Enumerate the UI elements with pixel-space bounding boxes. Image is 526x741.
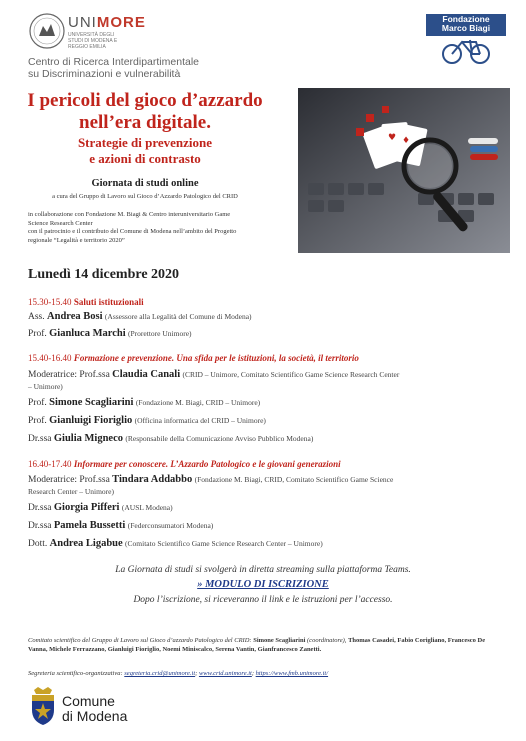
session-2-time: 15.40-16.40	[28, 353, 72, 363]
fmb-line-1: Fondazione	[442, 14, 490, 24]
modena-coat-of-arms-icon	[28, 686, 58, 726]
svg-text:♥: ♥	[388, 133, 397, 143]
event-date: Lunedì 14 dicembre 2020	[28, 267, 180, 282]
moderator-row: Moderatrice: Prof.ssa Tindara Addabbo (Fondazione M. Biagi, CRID, Comitato Scientifico Game Science	[28, 474, 394, 485]
subtitle-line-1: Strategie di prevenzione	[77, 135, 213, 150]
gambling-laptop-image	[298, 88, 510, 253]
unimore-seal-icon	[28, 12, 66, 50]
collab-line-1: in collaborazione con Fondazione M. Biagi & Centro interuniversitario Game	[28, 211, 231, 218]
speaker-row: Dr.ssa Pamela Bussetti (Federconsumatori Modena)	[28, 520, 214, 531]
fmb-text	[426, 15, 506, 33]
comune-line-2: di Modena	[62, 708, 128, 724]
unimore-subtitle: UNIVERSITÀ DEGLI STUDI DI MODENA E REGGIO EMILIA	[68, 32, 118, 50]
moderator-row: Moderatrice: Prof.ssa Claudia Canali (CRID – Unimore, Comitato Scientifico Game Science Research Center	[28, 369, 400, 380]
session-3-time: 16.40-17.40	[28, 459, 72, 469]
title-line-1: I pericoli del gioco d’azzardo	[27, 90, 263, 111]
speaker-row: Prof. Simone Scagliarini (Fondazione M. Biagi, CRID – Unimore)	[28, 397, 261, 408]
curated-by: a cura del Gruppo di Lavoro sul Gioco d’Azzardo Patologico del CRID	[52, 193, 238, 200]
unimore-logo-text: UNIMORE	[68, 14, 146, 31]
session-3-label: Informare per conoscere. L’Azzardo Patologico e le giovani generazioni	[73, 459, 341, 469]
session-3-header	[28, 458, 498, 471]
speaker-row: Ass. Andrea Bosi (Assessore alla Legalità del Comune di Modena)	[28, 311, 252, 322]
speaker-row: Prof. Gianluca Marchi (Prorettore Unimore)	[28, 328, 192, 339]
scientific-committee: Comitato scientifico del Gruppo di Lavoro sul Gioco d’azzardo Patologico del CRID: Simone Scagliarini (coordinatore), Thomas Casadei, Fabio Corigliano, Francesco De Vanna, Michele Ferrazzano, Gianluigi Fioriglio, Noemi Miniscalco, Serena Vantin, Gianfrancesco Zanetti.	[28, 637, 486, 653]
after-registration-info: Dopo l’iscrizione, si riceveranno il link e le istruzioni per l’accesso.	[133, 595, 393, 605]
streaming-info: La Giornata di studi si svolgerà in diretta streaming sulla piattaforma Teams.	[115, 565, 411, 575]
speaker-row: Dr.ssa Giulia Migneco (Responsabile della Comunicazione Avviso Pubblico Modena)	[28, 433, 314, 444]
collab-line-3: con il patrocinio e il contributo del Comune di Modena nell’ambito del Progetto	[28, 228, 237, 235]
moderator-row-cont: – Unimore)	[28, 382, 63, 391]
comune-di-modena-logo-text	[62, 694, 127, 724]
speaker-row: Dr.ssa Giorgia Pifferi (AUSL Modena)	[28, 502, 173, 513]
session-2-label: Formazione e prevenzione. Una sfida per le istituzioni, la società, il territorio	[73, 353, 359, 363]
moderator-row-cont: Research Center – Unimore)	[28, 487, 115, 496]
collab-line-2: Science Research Center	[28, 219, 93, 227]
registration-form-link[interactable]: » MODULO DI ISCRIZIONE	[197, 579, 329, 590]
email-link[interactable]: segreteria.crid@unimore.it	[124, 670, 196, 677]
event-type: Giornata di studi online	[91, 178, 199, 189]
session-1-label: Saluti istituzionali	[73, 297, 144, 307]
secretariat: Segreteria scientifico-organizzativa: segreteria.crid@unimore.it; www.crid.unimore.it; https://www.fmb.unimore.it/	[28, 670, 329, 677]
centro-line-2: su Discriminazioni e vulnerabilità	[28, 68, 181, 80]
collaboration-text	[28, 211, 290, 245]
collab-line-4: regionale “Legalità e territorio 2020”	[28, 236, 125, 244]
speaker-row: Dott. Andrea Ligabue (Comitato Scientifico Game Science Research Center – Unimore)	[28, 538, 323, 549]
crid-website-link[interactable]: www.crid.unimore.it	[198, 670, 252, 677]
event-subtitle	[0, 135, 290, 167]
title-line-2: nell’era digitale.	[79, 112, 211, 133]
session-1-time: 15.30-15.40	[28, 297, 72, 307]
subtitle-line-2: e azioni di contrasto	[89, 151, 201, 166]
event-title	[0, 90, 290, 134]
speaker-row: Prof. Gianluigi Fioriglio (Officina informatica del CRID – Unimore)	[28, 415, 266, 426]
session-1-header	[28, 296, 498, 309]
fmb-line-2: Marco Biagi	[441, 23, 491, 33]
fmb-website-link[interactable]: https://www.fmb.unimore.it/	[255, 670, 329, 677]
svg-text:♦: ♦	[402, 136, 411, 146]
centro-line-1: Centro di Ricerca Interdipartimentale	[28, 56, 199, 68]
comune-line-1: Comune	[62, 693, 115, 709]
session-2-header	[28, 352, 498, 365]
centro-ricerca	[28, 56, 228, 80]
